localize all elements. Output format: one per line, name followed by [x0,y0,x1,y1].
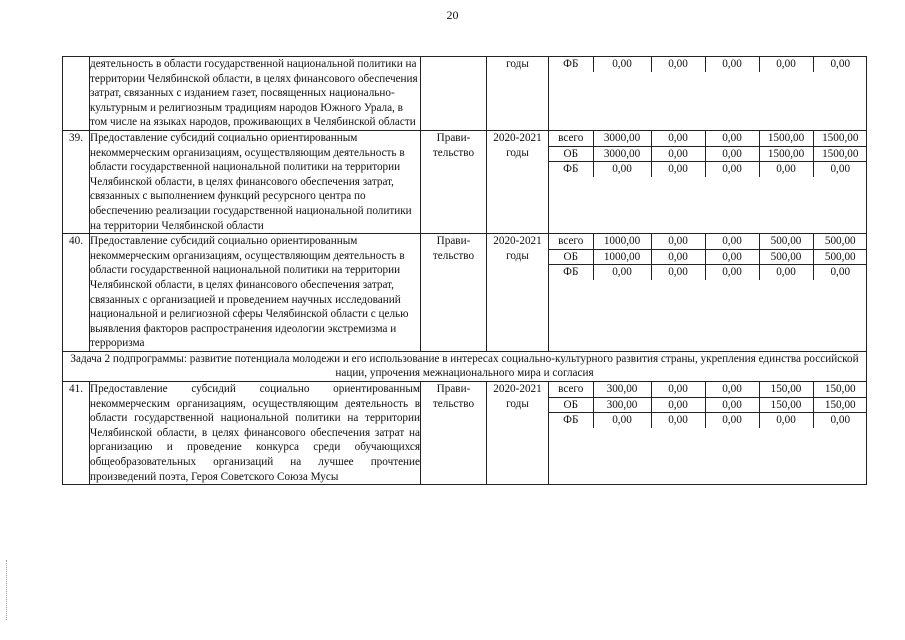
table-row [63,130,867,233]
item-years: 2020-2021 годы [487,234,549,352]
item-description: Предоставление субсидий социально ориентированным некоммерческим организациям, осуществляющим деятельность в области государственной национальной политики на территории Челябинской области, в целях финансового обеспечения затрат на организацию и проведение конкурса среди обучающихся общеобразовательных организаций на лучшее прочтение произведений поэта, Героя Советского Союза Мусы [90,382,421,485]
item-number: 41. [63,382,90,485]
financing-row [549,382,867,397]
amount-cell: 1500,00 [813,131,867,146]
amount-cell: 0,00 [705,234,759,249]
amount-cell: 150,00 [813,397,867,413]
item-years: 2020-2021 годы [487,382,549,485]
financing-row [549,162,867,177]
amount-cell: 3000,00 [593,131,651,146]
amount-cell: 0,00 [593,265,651,280]
item-years: 2020-2021 годы [487,130,549,233]
item-description: деятельность в области государственной национальной политики на территории Челябинской области, в целях финансового обеспечения затрат, связанных с изданием газет, посвященных национально-культурным и религиозным традициям народов Южного Урала, в том числе на языках народов, проживающих в Челябинской области [90,57,421,131]
amount-cell: 1000,00 [593,234,651,249]
amount-cell: 0,00 [813,265,867,280]
amount-cell: 0,00 [593,162,651,177]
table-row [63,57,867,131]
amount-cell: 0,00 [705,397,759,413]
item-number: 39. [63,130,90,233]
financing-row [549,397,867,413]
table-row [63,382,867,485]
amount-cell: 150,00 [759,397,813,413]
amount-cell: 0,00 [705,146,759,162]
funding-source: ОБ [549,146,593,162]
amount-cell: 0,00 [651,131,705,146]
funding-source: всего [549,234,593,249]
amount-cell: 500,00 [813,249,867,265]
amount-cell: 0,00 [759,265,813,280]
financing-row [549,265,867,280]
amount-cell: 0,00 [593,57,651,72]
amount-cell: 150,00 [759,382,813,397]
amount-cell: 1500,00 [813,146,867,162]
item-executor: Прави-тельство [421,234,487,352]
item-description: Предоставление субсидий социально ориентированным некоммерческим организациям, осуществляющим деятельность в области государственной национальной политики на территории Челябинской области, в целях финансового обеспечения затрат, связанных с выполнением функций ресурсного центра по обеспечению реализации государственной национальной политики на территории Челябинской области [90,130,421,233]
amount-cell: 0,00 [705,413,759,428]
item-number: 40. [63,234,90,352]
amount-cell: 0,00 [813,162,867,177]
item-description: Предоставление субсидий социально ориентированным некоммерческим организациям, осуществляющим деятельность в области государственной национальной политики на территории Челябинской области, в целях финансового обеспечения затрат, связанных с организацией и проведением научных исследований национальной и религиозной сферы Челябинской области с целью выявления факторов распространения идеологии экстремизма и терроризма [90,234,421,352]
amount-cell: 0,00 [759,162,813,177]
amount-cell: 500,00 [759,234,813,249]
amount-cell: 1500,00 [759,131,813,146]
amount-cell: 0,00 [651,234,705,249]
program-table [62,56,867,485]
amount-cell: 300,00 [593,382,651,397]
item-number [63,57,90,131]
item-financing [549,57,867,131]
amount-cell: 0,00 [651,265,705,280]
item-executor: Прави-тельство [421,130,487,233]
item-financing [549,382,867,485]
amount-cell: 500,00 [759,249,813,265]
amount-cell: 0,00 [759,57,813,72]
financing-row [549,131,867,146]
amount-cell: 150,00 [813,382,867,397]
amount-cell: 0,00 [651,382,705,397]
amount-cell: 0,00 [705,57,759,72]
amount-cell: 300,00 [593,397,651,413]
financing-row [549,57,867,72]
funding-source: ФБ [563,58,579,70]
page-number: 20 [446,8,459,22]
amount-cell: 0,00 [651,162,705,177]
amount-cell: 0,00 [651,57,705,72]
funding-source: ОБ [549,249,593,265]
amount-cell: 3000,00 [593,146,651,162]
item-executor [421,57,487,131]
financing-row [549,249,867,265]
item-financing [549,234,867,352]
funding-source: ФБ [563,414,579,427]
amount-cell: 0,00 [651,397,705,413]
amount-cell: 0,00 [813,413,867,428]
amount-cell: 1500,00 [759,146,813,162]
item-executor: Прави-тельство [421,382,487,485]
funding-source: ФБ [563,163,579,176]
financing-row [549,234,867,249]
amount-cell: 0,00 [705,162,759,177]
amount-cell: 0,00 [651,249,705,265]
funding-source: ФБ [563,266,579,279]
item-financing [549,130,867,233]
financing-row [549,413,867,428]
task-row [63,351,867,381]
amount-cell: 0,00 [651,413,705,428]
amount-cell: 1000,00 [593,249,651,265]
amount-cell: 500,00 [813,234,867,249]
amount-cell: 0,00 [705,131,759,146]
amount-cell: 0,00 [705,382,759,397]
funding-source: всего [549,382,593,397]
amount-cell: 0,00 [813,57,867,72]
amount-cell: 0,00 [593,413,651,428]
amount-cell: 0,00 [705,265,759,280]
task-heading: Задача 2 подпрограммы: развитие потенциала молодежи и его использование в интересах социально-культурного развития страны, укрепления единства российской нации, упрочения межнационального мира и согласия [63,351,867,381]
financing-row [549,146,867,162]
item-years: годы [487,57,549,131]
table-row [63,234,867,352]
amount-cell: 0,00 [759,413,813,428]
funding-source: всего [549,131,593,146]
amount-cell: 0,00 [705,249,759,265]
amount-cell: 0,00 [651,146,705,162]
margin-mark [6,560,8,620]
funding-source: ОБ [549,397,593,413]
